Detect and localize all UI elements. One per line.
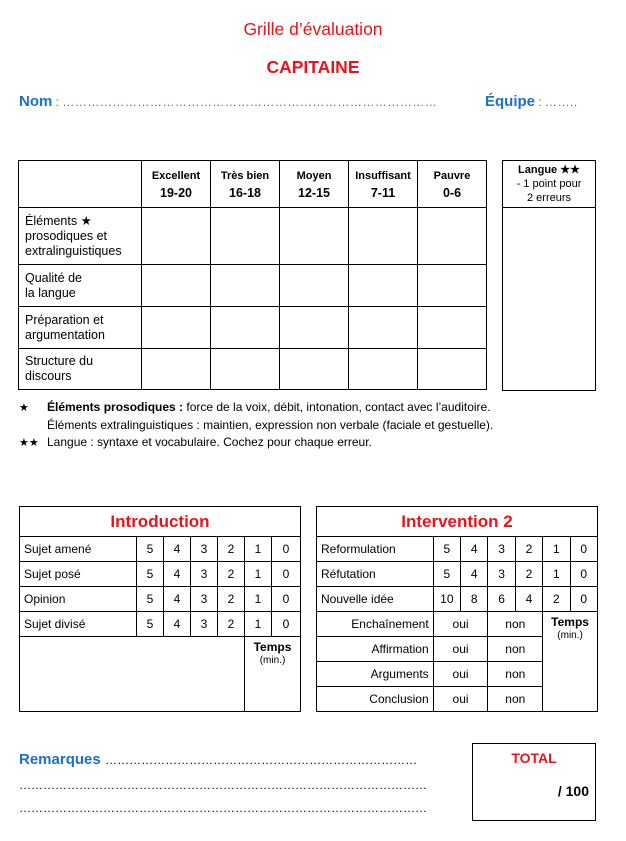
equipe-line bbox=[485, 93, 605, 110]
score-cell[interactable]: 2 bbox=[218, 537, 245, 562]
introduction-title: Introduction bbox=[20, 507, 301, 537]
equipe-label: Équipe bbox=[485, 93, 536, 110]
langue-header bbox=[503, 161, 595, 208]
check-label: Affirmation bbox=[317, 637, 434, 662]
score-cell[interactable]: 0 bbox=[272, 562, 301, 587]
intervention-box bbox=[316, 506, 598, 712]
interv-temps-cell[interactable] bbox=[543, 612, 598, 712]
intro-temps-label: Temps bbox=[253, 640, 292, 654]
remarques-line-2[interactable]: ………………………………………………………………………………………… bbox=[19, 778, 427, 792]
oui-option[interactable]: oui bbox=[433, 687, 488, 712]
interv-temps-label: Temps bbox=[551, 615, 589, 629]
intro-row-label: Sujet divisé bbox=[20, 612, 137, 637]
note-prosodic-label: Éléments prosodiques : bbox=[47, 400, 184, 414]
score-cell[interactable]: 3 bbox=[488, 562, 515, 587]
grid-cell[interactable] bbox=[142, 265, 211, 307]
score-cell[interactable]: 3 bbox=[191, 562, 218, 587]
score-cell[interactable]: 5 bbox=[137, 612, 164, 637]
score-cell[interactable]: 4 bbox=[164, 612, 191, 637]
intro-row-label: Opinion bbox=[20, 587, 137, 612]
score-cell[interactable]: 5 bbox=[137, 537, 164, 562]
note-langue: Langue : syntaxe et vocabulaire. Cochez pour chaque erreur. bbox=[47, 435, 372, 449]
remarques-label: Remarques bbox=[19, 751, 101, 768]
grid-cell[interactable] bbox=[418, 208, 487, 265]
grid-corner bbox=[19, 161, 142, 208]
grid-cell[interactable] bbox=[349, 307, 418, 349]
notes bbox=[19, 399, 493, 452]
grid-cell[interactable] bbox=[280, 349, 349, 390]
check-label: Arguments bbox=[317, 662, 434, 687]
star-icon: ★ bbox=[19, 402, 29, 414]
score-cell[interactable]: 10 bbox=[433, 587, 460, 612]
non-option[interactable]: non bbox=[488, 662, 543, 687]
intervention-title: Intervention 2 bbox=[317, 507, 598, 537]
score-cell[interactable]: 3 bbox=[191, 537, 218, 562]
non-option[interactable]: non bbox=[488, 637, 543, 662]
score-cell[interactable]: 2 bbox=[515, 562, 542, 587]
grid-col-excellent: Excellent 19-20 bbox=[142, 161, 211, 208]
score-cell[interactable]: 2 bbox=[543, 587, 570, 612]
score-cell[interactable]: 0 bbox=[272, 537, 301, 562]
non-option[interactable]: non bbox=[488, 612, 543, 637]
nom-line bbox=[19, 93, 479, 110]
page-title: Grille d’évaluation bbox=[243, 19, 383, 39]
score-cell[interactable]: 0 bbox=[272, 587, 301, 612]
score-cell[interactable]: 4 bbox=[461, 537, 488, 562]
intro-row-label: Sujet posé bbox=[20, 562, 137, 587]
nom-sep: : bbox=[52, 95, 63, 109]
langue-tally-area[interactable] bbox=[503, 208, 595, 389]
score-cell[interactable]: 0 bbox=[272, 612, 301, 637]
oui-option[interactable]: oui bbox=[433, 612, 488, 637]
grid-cell[interactable] bbox=[280, 265, 349, 307]
note-prosodic-text: force de la voix, débit, intonation, contact avec l’auditoire. bbox=[183, 400, 491, 414]
intro-row-label: Sujet amené bbox=[20, 537, 137, 562]
langue-box bbox=[502, 160, 596, 391]
grid-cell[interactable] bbox=[418, 349, 487, 390]
note-extralinguistic: Éléments extralinguistiques : maintien, expression non verbale (faciale et gestuelle). bbox=[47, 418, 494, 432]
score-cell[interactable]: 5 bbox=[433, 537, 460, 562]
langue-rule-line2: 2 erreurs bbox=[526, 192, 572, 204]
score-cell[interactable]: 5 bbox=[433, 562, 460, 587]
grid-row-label: Qualité de la langue bbox=[19, 265, 142, 307]
equipe-field[interactable]: …….. bbox=[545, 95, 578, 109]
role-title: CAPITAINE bbox=[266, 57, 360, 77]
oui-option[interactable]: oui bbox=[433, 637, 488, 662]
remarques-line-1[interactable]: …………………………………………………………………… bbox=[105, 753, 418, 767]
grid-cell[interactable] bbox=[211, 208, 280, 265]
intro-temps-cell[interactable] bbox=[245, 637, 301, 712]
introduction-box bbox=[19, 506, 301, 712]
total-label: TOTAL bbox=[511, 750, 557, 766]
score-cell[interactable]: 4 bbox=[164, 562, 191, 587]
grid-row-label: Préparation et argumentation bbox=[19, 307, 142, 349]
score-cell[interactable]: 1 bbox=[245, 587, 272, 612]
grid-row-label: Éléments ★ prosodiques et extralinguistiques bbox=[19, 208, 142, 265]
nom-label: Nom bbox=[19, 93, 53, 110]
evaluation-grid bbox=[18, 160, 487, 390]
grid-col-insuffisant: Insuffisant 7-11 bbox=[349, 161, 418, 208]
check-label: Conclusion bbox=[317, 687, 434, 712]
total-value[interactable]: / 100 bbox=[557, 783, 589, 799]
grid-cell[interactable] bbox=[142, 208, 211, 265]
score-cell[interactable]: 1 bbox=[245, 537, 272, 562]
score-cell[interactable]: 8 bbox=[461, 587, 488, 612]
score-cell[interactable]: 4 bbox=[164, 537, 191, 562]
grid-cell[interactable] bbox=[142, 349, 211, 390]
score-cell[interactable]: 4 bbox=[515, 587, 542, 612]
equipe-sep: : bbox=[535, 95, 546, 109]
grid-cell[interactable] bbox=[142, 307, 211, 349]
score-cell[interactable]: 2 bbox=[515, 537, 542, 562]
langue-title: Langue ★★ bbox=[518, 164, 580, 176]
grid-cell[interactable] bbox=[211, 349, 280, 390]
score-cell[interactable]: 0 bbox=[570, 587, 597, 612]
intro-notes-area[interactable] bbox=[20, 637, 245, 712]
score-cell[interactable]: 2 bbox=[218, 562, 245, 587]
check-label: Enchaînement bbox=[317, 612, 434, 637]
score-cell[interactable]: 3 bbox=[488, 537, 515, 562]
grid-cell[interactable] bbox=[349, 265, 418, 307]
grid-col-pauvre: Pauvre 0-6 bbox=[418, 161, 487, 208]
score-cell[interactable]: 6 bbox=[488, 587, 515, 612]
score-cell[interactable]: 1 bbox=[245, 612, 272, 637]
interv-row-label: Nouvelle idée bbox=[317, 587, 434, 612]
score-cell[interactable]: 2 bbox=[218, 587, 245, 612]
interv-temps-unit: (min.) bbox=[557, 630, 583, 641]
score-cell[interactable]: 5 bbox=[137, 562, 164, 587]
score-cell[interactable]: 2 bbox=[218, 612, 245, 637]
langue-rule-line1: - 1 point pour bbox=[516, 178, 582, 190]
remarques-line-3[interactable]: ………………………………………………………………………………………… bbox=[19, 801, 427, 815]
grid-row-label: Structure du discours bbox=[19, 349, 142, 390]
interv-row-label: Reformulation bbox=[317, 537, 434, 562]
score-cell[interactable]: 1 bbox=[543, 537, 570, 562]
grid-cell[interactable] bbox=[418, 307, 487, 349]
double-star-icon: ★★ bbox=[19, 437, 39, 449]
interv-row-label: Réfutation bbox=[317, 562, 434, 587]
score-cell[interactable]: 3 bbox=[191, 587, 218, 612]
grid-cell[interactable] bbox=[349, 349, 418, 390]
total-box bbox=[472, 743, 596, 821]
grid-cell[interactable] bbox=[280, 307, 349, 349]
grid-cell[interactable] bbox=[418, 265, 487, 307]
nom-field[interactable]: ……………………………………………………………………………… bbox=[62, 95, 438, 109]
grid-col-moyen: Moyen 12-15 bbox=[280, 161, 349, 208]
grid-cell[interactable] bbox=[211, 265, 280, 307]
score-cell[interactable]: 1 bbox=[543, 562, 570, 587]
score-cell[interactable]: 0 bbox=[570, 537, 597, 562]
grid-cell[interactable] bbox=[211, 307, 280, 349]
score-cell[interactable]: 0 bbox=[570, 562, 597, 587]
score-cell[interactable]: 3 bbox=[191, 612, 218, 637]
grid-col-tres-bien: Très bien 16-18 bbox=[211, 161, 280, 208]
score-cell[interactable]: 5 bbox=[137, 587, 164, 612]
remarques-section bbox=[19, 751, 459, 815]
oui-option[interactable]: oui bbox=[433, 662, 488, 687]
grid-cell[interactable] bbox=[280, 208, 349, 265]
grid-cell[interactable] bbox=[349, 208, 418, 265]
score-cell[interactable]: 4 bbox=[461, 562, 488, 587]
non-option[interactable]: non bbox=[488, 687, 543, 712]
score-cell[interactable]: 1 bbox=[245, 562, 272, 587]
score-cell[interactable]: 4 bbox=[164, 587, 191, 612]
intro-temps-unit: (min.) bbox=[259, 655, 286, 666]
